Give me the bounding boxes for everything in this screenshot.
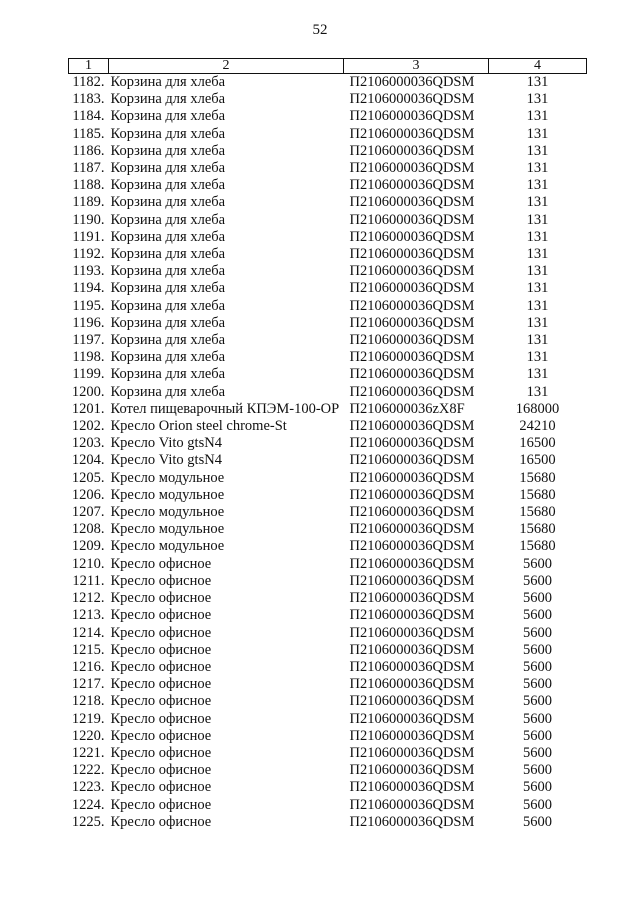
row-number: 1214.	[71, 624, 105, 641]
table-row	[69, 315, 587, 332]
item-name: Кресло модульное	[110, 538, 225, 555]
item-name: Корзина для хлеба	[110, 366, 226, 383]
table-row	[69, 246, 587, 263]
item-name: Кресло офисное	[110, 762, 212, 779]
table-row	[69, 229, 587, 246]
table-row	[69, 401, 587, 418]
item-value: 16500	[519, 435, 556, 452]
item-name: Кресло офисное	[110, 641, 212, 658]
row-number: 1218.	[71, 693, 105, 710]
table-row	[69, 779, 587, 796]
item-code: П2106000036QDSM	[349, 779, 475, 796]
row-number: 1190.	[72, 211, 105, 228]
item-value: 15680	[519, 538, 556, 555]
table-row	[69, 298, 587, 315]
item-code: П2106000036QDSM	[349, 538, 475, 555]
table-row	[69, 590, 587, 607]
table-row	[69, 74, 587, 92]
header-col-3: 3	[344, 59, 489, 74]
item-name: Кресло офисное	[110, 813, 212, 830]
item-code: П2106000036QDSM	[349, 332, 475, 349]
item-code: П2106000036QDSM	[349, 418, 475, 435]
item-code: П2106000036QDSM	[349, 555, 475, 572]
item-code: П2106000036QDSM	[349, 572, 475, 589]
header-col-1: 1	[69, 59, 109, 74]
item-value: 131	[526, 177, 549, 194]
item-name: Корзина для хлеба	[110, 74, 226, 90]
table-row	[69, 263, 587, 280]
item-value: 131	[526, 297, 549, 314]
row-number: 1198.	[72, 349, 105, 366]
item-code: П2106000036QDSM	[349, 314, 475, 331]
item-value: 5600	[523, 727, 552, 744]
item-value: 5600	[523, 710, 552, 727]
item-name: Корзина для хлеба	[110, 211, 226, 228]
item-code: П2106000036QDSM	[349, 744, 475, 761]
item-value: 5600	[523, 779, 552, 796]
header-col-4: 4	[489, 59, 587, 74]
item-code: П2106000036QDSM	[349, 693, 475, 710]
item-value: 5600	[523, 693, 552, 710]
table-row	[69, 143, 587, 160]
row-number: 1197.	[72, 332, 105, 349]
row-number: 1212.	[71, 590, 105, 607]
item-name: Кресло офисное	[110, 744, 212, 761]
item-code: П2106000036QDSM	[349, 160, 475, 177]
item-name: Корзина для хлеба	[110, 314, 226, 331]
item-name: Кресло модульное	[110, 486, 225, 503]
item-name: Кресло офисное	[110, 624, 212, 641]
row-number: 1209.	[71, 538, 105, 555]
item-value: 5600	[523, 744, 552, 761]
item-code: П2106000036QDSM	[349, 280, 475, 297]
item-name: Кресло офисное	[110, 710, 212, 727]
row-number: 1211.	[72, 572, 105, 589]
table-row	[69, 693, 587, 710]
item-code: П2106000036QDSM	[349, 228, 475, 245]
row-number: 1219.	[71, 710, 105, 727]
row-number: 1195.	[72, 297, 105, 314]
table-row	[69, 366, 587, 383]
table-row	[69, 177, 587, 194]
item-name: Кресло модульное	[110, 469, 225, 486]
row-number: 1187.	[72, 160, 105, 177]
item-name: Кресло Vito gtsN4	[110, 435, 222, 452]
table-row	[69, 538, 587, 555]
item-value: 5600	[523, 641, 552, 658]
table-row	[69, 625, 587, 642]
row-number: 1203.	[71, 435, 105, 452]
item-name: Кресло офисное	[110, 572, 212, 589]
row-number: 1210.	[71, 555, 105, 572]
item-code: П2106000036QDSM	[349, 624, 475, 641]
row-number: 1200.	[71, 383, 105, 400]
item-name: Корзина для хлеба	[110, 332, 226, 349]
item-name: Корзина для хлеба	[110, 125, 226, 142]
item-name: Кресло офисное	[110, 555, 212, 572]
row-number: 1194.	[72, 280, 105, 297]
page-number: 52	[312, 22, 328, 38]
item-value: 15680	[519, 504, 556, 521]
item-code: П2106000036QDSM	[349, 658, 475, 675]
item-name: Кресло офисное	[110, 590, 212, 607]
item-name: Корзина для хлеба	[110, 142, 226, 159]
table-row	[69, 814, 587, 831]
item-value: 5600	[523, 813, 552, 830]
row-number: 1189.	[72, 194, 105, 211]
item-name: Корзина для хлеба	[110, 280, 226, 297]
item-code: П2106000036QDSM	[349, 521, 475, 538]
table-row	[69, 573, 587, 590]
item-value: 131	[526, 194, 549, 211]
table-row	[69, 212, 587, 229]
item-code: П2106000036QDSM	[349, 813, 475, 830]
item-value: 131	[526, 228, 549, 245]
item-name: Кресло модульное	[110, 504, 225, 521]
item-value: 15680	[519, 521, 556, 538]
row-number: 1182.	[72, 74, 105, 90]
item-code: П2106000036QDSM	[349, 727, 475, 744]
table-row	[69, 711, 587, 728]
item-code: П2106000036QDSM	[349, 125, 475, 142]
item-code: П2106000036QDSM	[349, 91, 475, 108]
item-code: П2106000036QDSM	[349, 435, 475, 452]
item-value: 131	[526, 349, 549, 366]
item-value: 131	[526, 142, 549, 159]
item-name: Кресло модульное	[110, 521, 225, 538]
item-code: П2106000036QDSM	[349, 504, 475, 521]
item-value: 131	[526, 74, 549, 90]
item-value: 131	[526, 280, 549, 297]
table-row	[69, 452, 587, 469]
item-value: 131	[526, 91, 549, 108]
item-value: 131	[526, 263, 549, 280]
row-number: 1202.	[71, 418, 105, 435]
item-name: Кресло офисное	[110, 693, 212, 710]
row-number: 1205.	[71, 469, 105, 486]
table-row	[69, 108, 587, 125]
row-number: 1208.	[71, 521, 105, 538]
item-code: П2106000036QDSM	[349, 710, 475, 727]
item-code: П2106000036QDSM	[349, 607, 475, 624]
row-number: 1184.	[72, 108, 105, 125]
item-code: П2106000036QDSM	[349, 796, 475, 813]
item-name: Корзина для хлеба	[110, 91, 226, 108]
item-code: П2106000036QDSM	[349, 142, 475, 159]
row-number: 1183.	[72, 91, 105, 108]
table-row	[69, 384, 587, 401]
table-header	[69, 59, 587, 74]
item-value: 131	[526, 366, 549, 383]
table-row	[69, 160, 587, 177]
item-code: П2106000036QDSM	[349, 211, 475, 228]
row-number: 1221.	[71, 744, 105, 761]
row-number: 1225.	[71, 813, 105, 830]
table-row	[69, 728, 587, 745]
item-value: 5600	[523, 572, 552, 589]
table-row	[69, 607, 587, 624]
row-number: 1188.	[72, 177, 105, 194]
item-value: 5600	[523, 796, 552, 813]
item-name: Кресло офисное	[110, 607, 212, 624]
row-number: 1192.	[72, 246, 105, 263]
table-row	[69, 556, 587, 573]
table-row	[69, 659, 587, 676]
item-name: Корзина для хлеба	[110, 263, 226, 280]
item-value: 131	[526, 160, 549, 177]
item-value: 5600	[523, 607, 552, 624]
item-name: Котел пищеварочный КПЭМ-100-ОР	[110, 400, 340, 417]
table-row	[69, 194, 587, 211]
item-code: П2106000036QDSM	[349, 108, 475, 125]
row-number: 1222.	[71, 762, 105, 779]
row-number: 1185.	[72, 125, 105, 142]
item-value: 131	[526, 314, 549, 331]
item-value: 5600	[523, 555, 552, 572]
table-row	[69, 504, 587, 521]
item-code: П2106000036QDSM	[349, 263, 475, 280]
item-name: Кресло офисное	[110, 796, 212, 813]
item-name: Кресло офисное	[110, 727, 212, 744]
item-value: 131	[526, 246, 549, 263]
item-code: П2106000036QDSM	[349, 641, 475, 658]
table-row	[69, 435, 587, 452]
row-number: 1215.	[71, 641, 105, 658]
item-name: Кресло Vito gtsN4	[110, 452, 222, 469]
item-name: Корзина для хлеба	[110, 194, 226, 211]
item-value: 131	[526, 211, 549, 228]
inventory-table	[68, 58, 587, 831]
table-row	[69, 91, 587, 108]
table-row	[69, 349, 587, 366]
table-row	[69, 521, 587, 538]
item-code: П2106000036QDSM	[349, 177, 475, 194]
row-number: 1207.	[71, 504, 105, 521]
item-name: Кресло Orion steel chrome-St	[110, 418, 287, 435]
table-row	[69, 280, 587, 297]
item-code: П2106000036QDSM	[349, 452, 475, 469]
header-col-2: 2	[109, 59, 344, 74]
table-row	[69, 126, 587, 143]
table-row	[69, 418, 587, 435]
item-value: 5600	[523, 590, 552, 607]
item-name: Кресло офисное	[110, 658, 212, 675]
item-name: Корзина для хлеба	[110, 160, 226, 177]
table-row	[69, 332, 587, 349]
item-name: Корзина для хлеба	[110, 228, 226, 245]
row-number: 1193.	[72, 263, 105, 280]
item-value: 5600	[523, 658, 552, 675]
row-number: 1206.	[71, 486, 105, 503]
item-code: П2106000036QDSM	[349, 590, 475, 607]
row-number: 1224.	[71, 796, 105, 813]
item-value: 168000	[515, 400, 560, 417]
item-code: П2106000036QDSM	[349, 194, 475, 211]
table-body	[69, 74, 587, 831]
item-name: Корзина для хлеба	[110, 297, 226, 314]
item-name: Корзина для хлеба	[110, 108, 226, 125]
item-name: Кресло офисное	[110, 676, 212, 693]
item-value: 131	[526, 332, 549, 349]
item-name: Корзина для хлеба	[110, 246, 226, 263]
row-number: 1199.	[72, 366, 105, 383]
item-value: 16500	[519, 452, 556, 469]
item-code: П2106000036QDSM	[349, 676, 475, 693]
item-value: 5600	[523, 762, 552, 779]
table-row	[69, 762, 587, 779]
item-code: П2106000036zX8F	[349, 400, 465, 417]
row-number: 1191.	[72, 228, 105, 245]
item-value: 131	[526, 108, 549, 125]
item-code: П2106000036QDSM	[349, 246, 475, 263]
item-code: П2106000036QDSM	[349, 383, 475, 400]
item-name: Корзина для хлеба	[110, 177, 226, 194]
item-code: П2106000036QDSM	[349, 469, 475, 486]
item-name: Корзина для хлеба	[110, 383, 226, 400]
item-value: 5600	[523, 676, 552, 693]
item-name: Корзина для хлеба	[110, 349, 226, 366]
table-row	[69, 676, 587, 693]
table-row	[69, 797, 587, 814]
row-number: 1196.	[72, 314, 105, 331]
item-value: 15680	[519, 469, 556, 486]
item-value: 24210	[519, 418, 556, 435]
row-number: 1213.	[71, 607, 105, 624]
row-number: 1223.	[71, 779, 105, 796]
item-code: П2106000036QDSM	[349, 366, 475, 383]
table-row	[69, 487, 587, 504]
item-code: П2106000036QDSM	[349, 486, 475, 503]
item-value: 131	[526, 125, 549, 142]
row-number: 1186.	[72, 142, 105, 159]
item-value: 5600	[523, 624, 552, 641]
item-name: Кресло офисное	[110, 779, 212, 796]
row-number: 1204.	[71, 452, 105, 469]
table-row	[69, 470, 587, 487]
table-row	[69, 745, 587, 762]
item-code: П2106000036QDSM	[349, 297, 475, 314]
item-value: 15680	[519, 486, 556, 503]
item-code: П2106000036QDSM	[349, 74, 475, 90]
row-number: 1216.	[71, 658, 105, 675]
item-value: 131	[526, 383, 549, 400]
item-code: П2106000036QDSM	[349, 349, 475, 366]
table-row	[69, 642, 587, 659]
row-number: 1220.	[71, 727, 105, 744]
row-number: 1201.	[71, 400, 105, 417]
row-number: 1217.	[71, 676, 105, 693]
item-code: П2106000036QDSM	[349, 762, 475, 779]
